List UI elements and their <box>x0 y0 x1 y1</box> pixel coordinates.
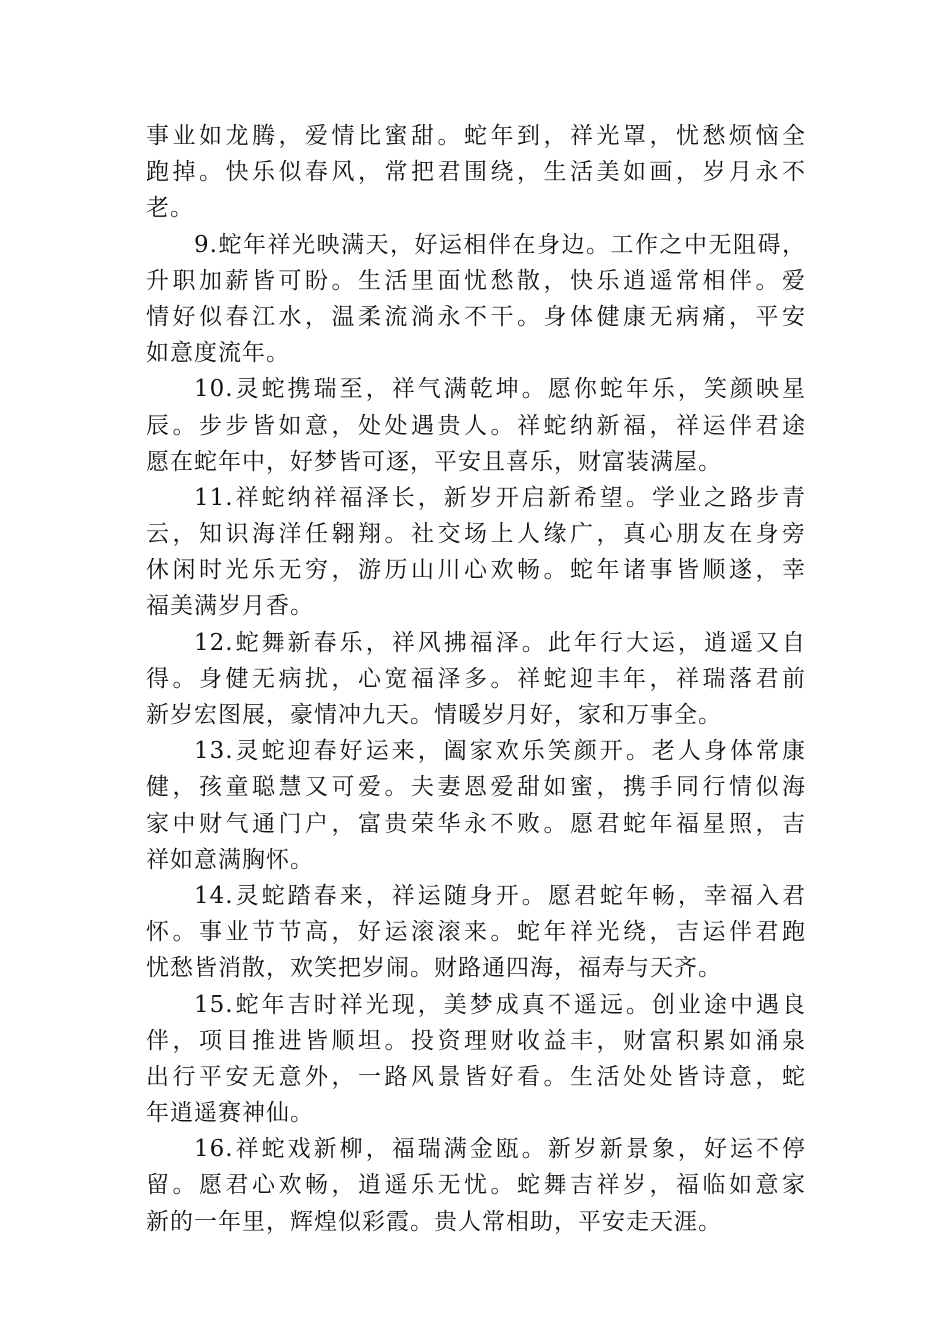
text-line: 得。身健无病扰，心宽福泽多。祥蛇迎丰年，祥瑞落君前 <box>146 665 806 692</box>
text-line: 13.灵蛇迎春好运来，阖家欢乐笑颜开。老人身体常康 <box>194 738 806 765</box>
text-line: 升职加薪皆可盼。生活里面忧愁散，快乐逍遥常相伴。爱 <box>146 267 806 294</box>
text-line: 出行平安无意外，一路风景皆好看。生活处处皆诗意，蛇 <box>146 1063 806 1090</box>
text-line: 14.灵蛇踏春来，祥运随身开。愿君蛇年畅，幸福入君 <box>194 882 806 909</box>
text-line: 愿在蛇年中，好梦皆可逐，平安且喜乐，财富装满屋。 <box>146 448 722 475</box>
text-line: 留。愿君心欢畅，逍遥乐无忧。蛇舞吉祥岁，福临如意家 <box>146 1172 806 1199</box>
text-line: 辰。步步皆如意，处处遇贵人。祥蛇纳新福，祥运伴君途 <box>146 412 806 439</box>
text-line: 新的一年里，辉煌似彩霞。贵人常相助，平安走天涯。 <box>146 1208 722 1235</box>
text-line: 年逍遥赛神仙。 <box>146 1100 314 1127</box>
text-line: 10.灵蛇携瑞至，祥气满乾坤。愿你蛇年乐，笑颜映星 <box>194 376 806 403</box>
text-line: 休闲时光乐无穷，游历山川心欢畅。蛇年诸事皆顺遂，幸 <box>146 557 806 584</box>
text-line: 老。 <box>146 195 194 222</box>
text-line: 16.祥蛇戏新柳，福瑞满金瓯。新岁新景象，好运不停 <box>194 1136 806 1163</box>
text-line: 新岁宏图展，豪情冲九天。情暖岁月好，家和万事全。 <box>146 702 722 728</box>
document-body <box>146 118 806 1240</box>
text-line: 福美满岁月香。 <box>146 593 314 620</box>
text-line: 11.祥蛇纳祥福泽长，新岁开启新希望。学业之路步青 <box>194 484 806 511</box>
text-line: 健，孩童聪慧又可爱。夫妻恩爱甜如蜜，携手同行情似海 <box>146 774 806 801</box>
text-line: 9.蛇年祥光映满天，好运相伴在身边。工作之中无阻碍， <box>194 231 806 258</box>
text-line: 15.蛇年吉时祥光现，美梦成真不遥远。创业途中遇良 <box>194 991 806 1018</box>
text-line: 云，知识海洋任翱翔。社交场上人缘广，真心朋友在身旁 <box>146 521 806 548</box>
text-line: 如意度流年。 <box>146 340 290 367</box>
text-line: 跑掉。快乐似春风，常把君围绕，生活美如画，岁月永不 <box>146 159 806 186</box>
text-line: 怀。事业节节高，好运滚滚来。蛇年祥光绕，吉运伴君跑 <box>146 919 806 946</box>
text-line: 12.蛇舞新春乐，祥风拂福泽。此年行大运，逍遥又自 <box>194 629 806 656</box>
text-line: 事业如龙腾，爱情比蜜甜。蛇年到，祥光罩，忧愁烦恼全 <box>146 123 806 149</box>
text-line: 祥如意满胸怀。 <box>146 846 314 873</box>
text-line: 家中财气通门户，富贵荣华永不败。愿君蛇年福星照，吉 <box>146 810 806 837</box>
text-line: 伴，项目推进皆顺坦。投资理财收益丰，财富积累如涌泉 <box>146 1027 806 1054</box>
text-line: 情好似春江水，温柔流淌永不干。身体健康无病痛，平安 <box>146 303 806 330</box>
text-line: 忧愁皆消散，欢笑把岁闹。财路通四海，福寿与天齐。 <box>146 955 722 982</box>
